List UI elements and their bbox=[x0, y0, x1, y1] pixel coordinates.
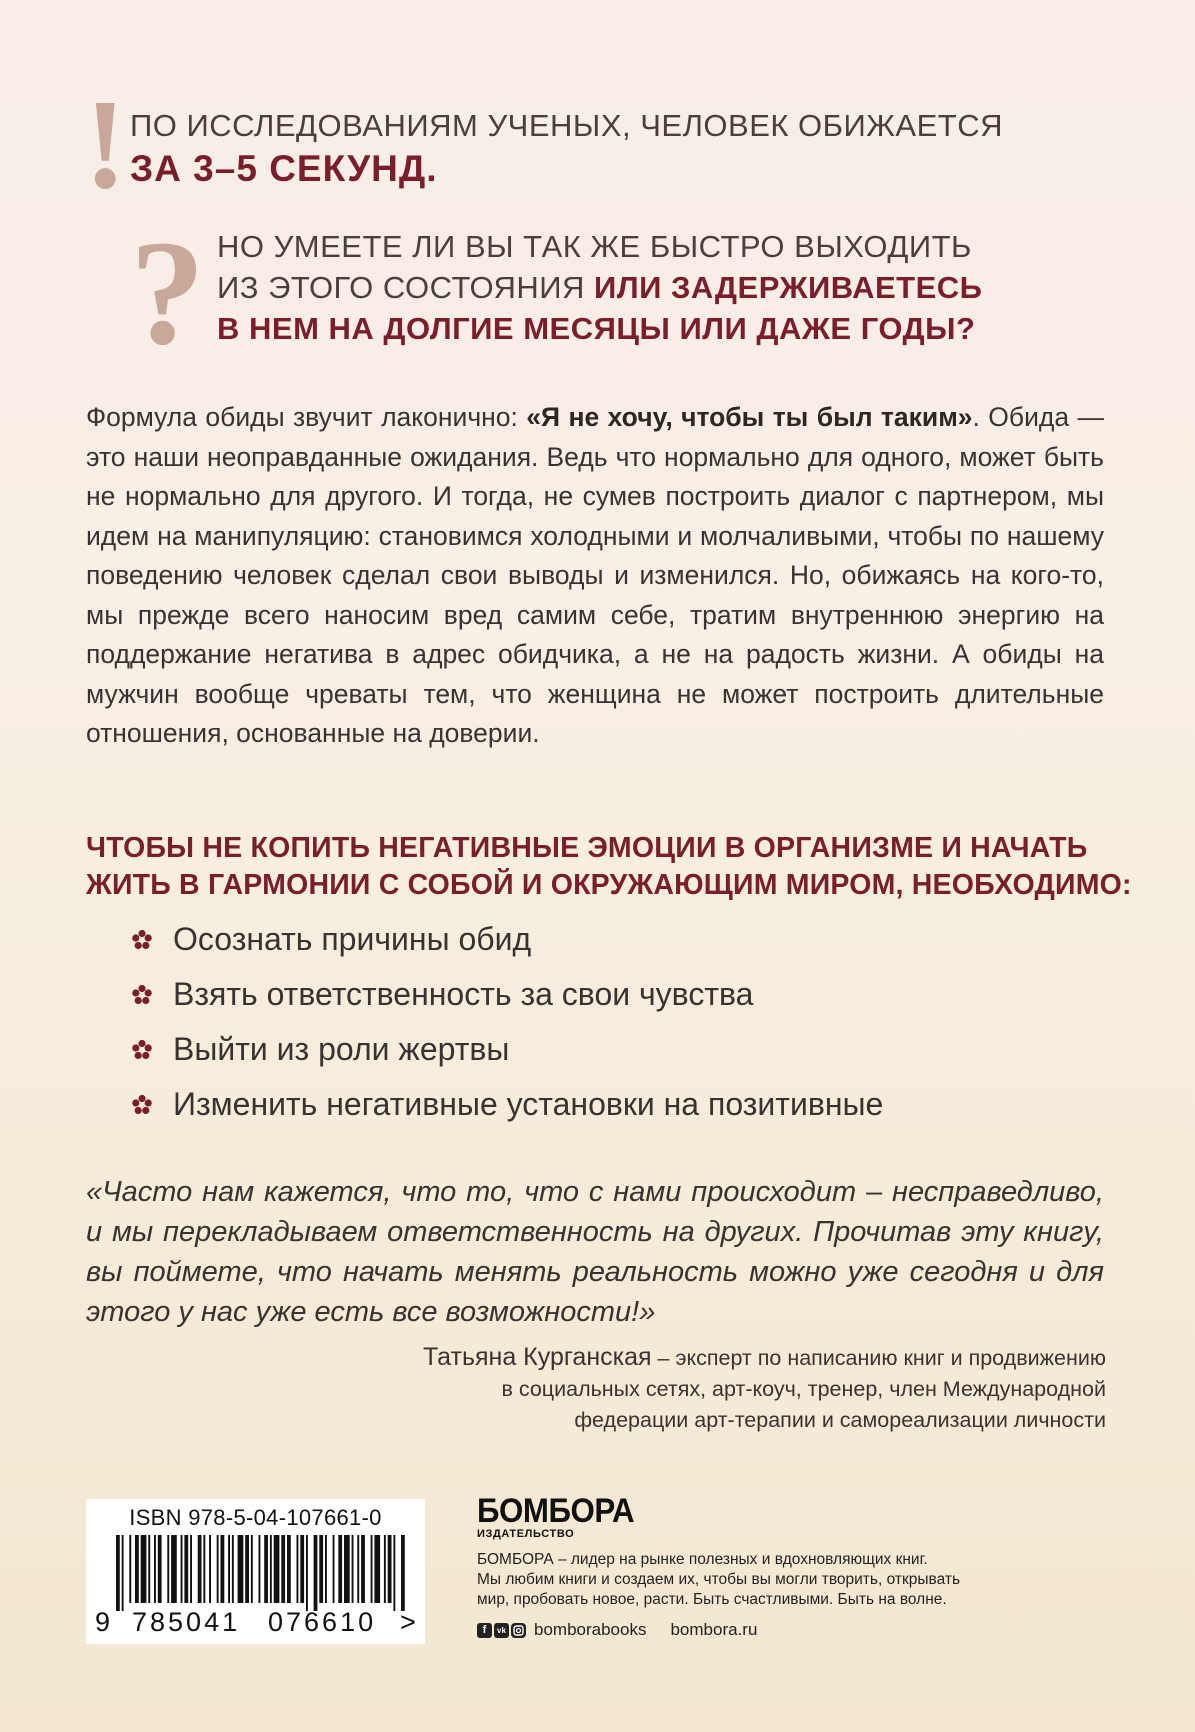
barcode-first-digit: 9 bbox=[95, 1607, 111, 1637]
exclamation-mark: ! bbox=[84, 73, 127, 215]
headline-question-line2-accent: ИЛИ ЗАДЕРЖИВАЕТЕСЬ bbox=[594, 270, 983, 305]
author-line1 bbox=[300, 1342, 1106, 1374]
cta-heading bbox=[86, 830, 1146, 904]
barcode-bar bbox=[238, 1535, 244, 1603]
barcode-bar bbox=[393, 1535, 395, 1611]
barcode-bar bbox=[148, 1535, 150, 1603]
quote-author bbox=[300, 1342, 1106, 1436]
headline-question-line1: НО УМЕЕТЕ ЛИ ВЫ ТАК ЖЕ БЫСТРО ВЫХОДИТЬ bbox=[217, 229, 972, 264]
barcode-bar bbox=[333, 1535, 335, 1603]
body-formula: «Я не хочу, чтобы ты был таким» bbox=[526, 402, 973, 432]
publisher-logo: БОМБОРА bbox=[477, 1492, 635, 1530]
barcode-bar bbox=[314, 1535, 318, 1611]
headline-research-line1: ПО ИССЛЕДОВАНИЯМ УЧЕНЫХ, ЧЕЛОВЕК ОБИЖАЕТСЯ bbox=[130, 108, 1003, 143]
barcode-bar bbox=[154, 1535, 156, 1603]
flower-bullet-icon bbox=[131, 1039, 153, 1061]
barcode-bar bbox=[259, 1535, 261, 1603]
cta-line2: ЖИТЬ В ГАРМОНИИ С СОБОЙ И ОКРУЖАЮЩИМ МИРОМ, НЕОБХОДИМО: bbox=[86, 869, 1132, 901]
publisher-desc-line1: БОМБОРА – лидер на рынке полезных и вдохновляющих книг. bbox=[477, 1551, 928, 1568]
headline-question-line2 bbox=[217, 267, 1177, 308]
barcode-bar bbox=[135, 1535, 139, 1603]
barcode-bar bbox=[217, 1535, 219, 1603]
barcode-bars bbox=[116, 1535, 406, 1611]
bullet-text: Выйти из роли жертвы bbox=[173, 1031, 510, 1067]
list-item bbox=[131, 1077, 1131, 1132]
headline-question bbox=[217, 226, 1177, 349]
barcode-bar bbox=[274, 1535, 280, 1603]
headline-question-line2-plain: ИЗ ЭТОГО СОСТОЯНИЯ bbox=[217, 270, 595, 305]
author-name: Татьяна Курганская bbox=[423, 1343, 652, 1371]
barcode-bar bbox=[306, 1535, 308, 1611]
flower-bullet-icon bbox=[131, 1094, 153, 1116]
bullet-text: Взять ответственность за свои чувства bbox=[173, 976, 754, 1012]
bullet-text: Изменить негативные установки на позитивные bbox=[173, 1086, 884, 1122]
testimonial-quote: «Часто нам кажется, что то, что с нами происходит – несправедливо, и мы перекладываем ответственность на других. Прочитав эту книгу, вы поймете, что начать менять реальность можно уже сегодня и для этого у нас уже есть все возможности!» bbox=[86, 1176, 1104, 1328]
list-item bbox=[131, 967, 1131, 1022]
social-handle-link[interactable]: bomborabooks bbox=[534, 1620, 647, 1639]
instagram-icon[interactable] bbox=[511, 1623, 526, 1638]
publisher-description bbox=[477, 1550, 1077, 1610]
barcode-group1: 785041 bbox=[132, 1607, 241, 1637]
barcode-arrow: > bbox=[400, 1607, 416, 1637]
barcode-bar bbox=[171, 1535, 177, 1603]
publisher-desc-line3: мир, пробовать новое, расти. Быть счастливыми. Быть на волне. bbox=[477, 1591, 947, 1608]
barcode-bar bbox=[190, 1535, 192, 1603]
body-rest: . Обида — это наши неоправданные ожидания. Ведь что нормально для одного, может быть не нормально для другого. И тогда, не сумев построить диалог с партнером, мы идем на манипуляцию: становимся холодными и молчаливыми, чтобы по нашему поведению человек сделал свои выводы и изменился. Но, обижаясь на кого-то, мы прежде всего наносим вред самим себе, тратим внутреннюю энергию на поддержание негатива в адрес обидчика, а не на радость жизни. А обиды на мужчин вообще чреваты тем, что женщина не может построить длительные отношения, основанные на доверии. bbox=[86, 402, 1104, 748]
body-paragraph bbox=[86, 398, 1104, 754]
barcode-bar bbox=[300, 1535, 304, 1603]
list-item bbox=[131, 912, 1131, 967]
bullet-text: Осознать причины обид bbox=[173, 921, 532, 957]
barcode-bar bbox=[384, 1535, 386, 1603]
barcode-bar bbox=[184, 1535, 188, 1603]
flower-bullet-icon bbox=[131, 984, 153, 1006]
barcode-block bbox=[86, 1499, 425, 1644]
publisher-subtitle: ИЗДАТЕЛЬСТВО bbox=[477, 1528, 575, 1540]
vk-icon[interactable]: vk bbox=[494, 1623, 509, 1638]
barcode-bar bbox=[221, 1535, 225, 1603]
cta-line1: ЧТОБЫ НЕ КОПИТЬ НЕГАТИВНЫЕ ЭМОЦИИ В ОРГАНИЗМЕ И НАЧАТЬ bbox=[86, 832, 1088, 864]
barcode-bar bbox=[232, 1535, 234, 1603]
barcode-bar bbox=[251, 1535, 253, 1603]
barcode-bar bbox=[374, 1535, 380, 1603]
barcode-bar bbox=[281, 1535, 285, 1603]
barcode-bar bbox=[245, 1535, 249, 1603]
barcode-bar bbox=[361, 1535, 365, 1603]
barcode-bar bbox=[388, 1535, 392, 1603]
barcode-bar bbox=[116, 1535, 120, 1611]
barcode-bar bbox=[371, 1535, 373, 1603]
author-desc1: – эксперт по написанию книг и продвижению bbox=[651, 1346, 1106, 1370]
publisher-block bbox=[477, 1492, 1077, 1640]
list-item bbox=[131, 1022, 1131, 1077]
isbn-label: ISBN 978-5-04-107661-0 bbox=[129, 1505, 382, 1530]
headline-research bbox=[130, 105, 1130, 189]
barcode-bar bbox=[198, 1535, 202, 1603]
barcode-bar bbox=[228, 1535, 230, 1603]
facebook-icon[interactable]: f bbox=[477, 1623, 492, 1638]
barcode-bar bbox=[325, 1535, 327, 1603]
barcode-bar bbox=[209, 1535, 211, 1603]
author-desc3: федерации арт-терапии и самореализации личности bbox=[574, 1408, 1106, 1432]
barcode-bar bbox=[287, 1535, 291, 1603]
barcode-bar bbox=[203, 1535, 205, 1603]
barcode-bar bbox=[129, 1535, 131, 1603]
barcode-bar bbox=[352, 1535, 354, 1603]
social-row bbox=[477, 1620, 1077, 1640]
barcode-bar bbox=[141, 1535, 147, 1603]
barcode-bar bbox=[122, 1535, 124, 1611]
author-desc2: в социальных сетях, арт-коуч, тренер, член Международной bbox=[501, 1377, 1106, 1401]
barcode-bar bbox=[264, 1535, 268, 1603]
publisher-desc-line2: Мы любим книги и создаем их, чтобы вы могли творить, открывать bbox=[477, 1571, 961, 1588]
barcode-bar bbox=[401, 1535, 405, 1611]
barcode-bar bbox=[181, 1535, 183, 1603]
bullet-list bbox=[131, 912, 1131, 1132]
headline-question-line3: В НЕМ НА ДОЛГИЕ МЕСЯЦЫ ИЛИ ДАЖЕ ГОДЫ? bbox=[217, 311, 976, 346]
barcode-bar bbox=[270, 1535, 272, 1603]
barcode-bar bbox=[319, 1535, 323, 1603]
barcode-bar bbox=[344, 1535, 350, 1603]
headline-research-line2: ЗА 3–5 СЕКУНД. bbox=[130, 148, 438, 189]
body-intro: Формула обиды звучит лаконично: bbox=[86, 402, 527, 432]
barcode-group2: 076610 bbox=[268, 1607, 377, 1637]
website-link[interactable]: bombora.ru bbox=[670, 1620, 758, 1639]
barcode-bar bbox=[338, 1535, 342, 1603]
flower-bullet-icon bbox=[131, 929, 153, 951]
barcode-bar bbox=[357, 1535, 359, 1603]
question-mark: ? bbox=[130, 210, 205, 376]
barcode-bar bbox=[297, 1535, 299, 1603]
barcode-bar bbox=[167, 1535, 169, 1603]
barcode-bar bbox=[158, 1535, 162, 1603]
